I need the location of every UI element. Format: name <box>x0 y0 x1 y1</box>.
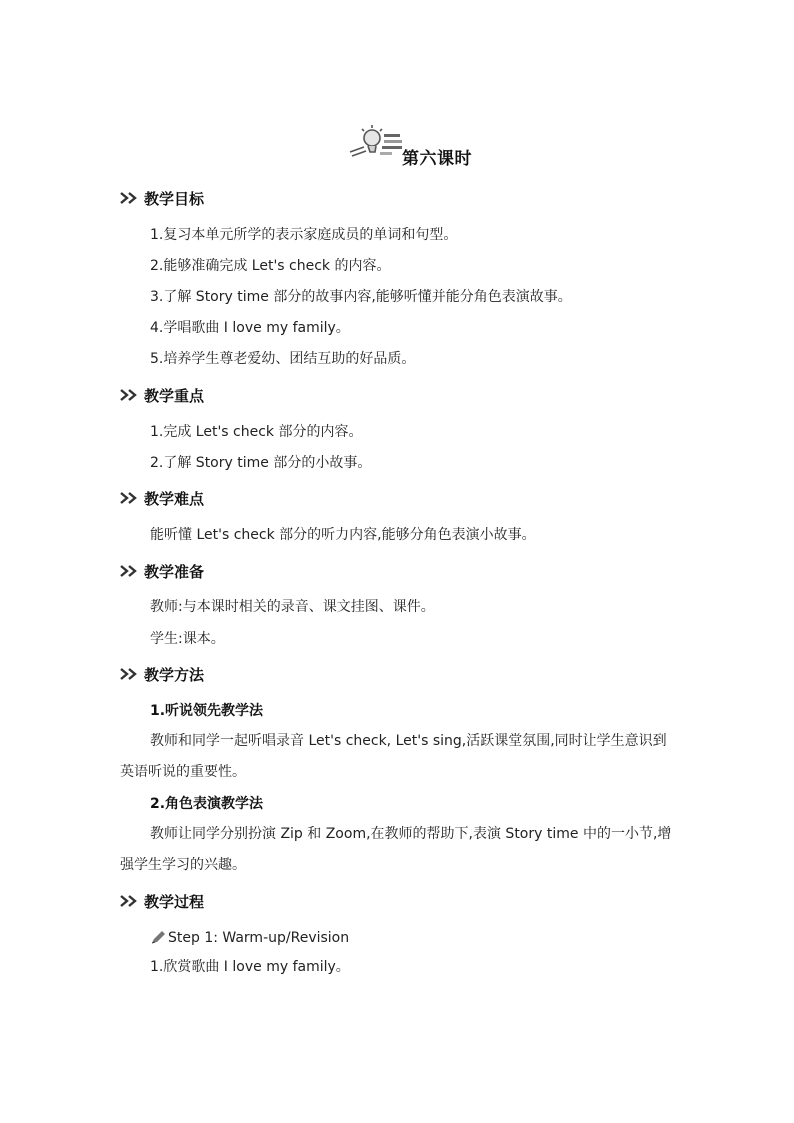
double-chevron-icon <box>120 191 140 205</box>
section-heading-preparation <box>120 560 204 582</box>
step-item: 1.欣赏歌曲 I love my family。 <box>150 959 350 975</box>
objective-item: 3.了解 Story time 部分的故事内容,能够听懂并能分角色表演故事。 <box>150 289 572 305</box>
double-chevron-icon <box>120 667 140 681</box>
section-title: 教学过程 <box>144 892 205 911</box>
section-heading-process <box>120 890 204 912</box>
double-chevron-icon <box>120 388 140 402</box>
objective-item: 1.复习本单元所学的表示家庭成员的单词和句型。 <box>150 227 458 243</box>
method-description: 教师和同学一起听唱录音 Let's check, Let's sing,活跃课堂氛围,同时让学生意识到英语听说的重要性。 <box>120 733 667 780</box>
objective-item: 2.能够准确完成 Let's check 的内容。 <box>150 258 391 274</box>
section-heading-difficulties <box>120 487 204 509</box>
section-title: 教学重点 <box>144 386 205 405</box>
section-title: 教学准备 <box>144 562 205 581</box>
method-description: 教师让同学分别扮演 Zip 和 Zoom,在教师的帮助下,表演 Story time 中的一小节,增强学生学习的兴趣。 <box>120 826 672 873</box>
method-title: 2.角色表演教学法 <box>150 796 264 812</box>
step-label: Step 1: Warm-up/Revision <box>168 930 350 946</box>
key-point-item: 2.了解 Story time 部分的小故事。 <box>150 455 372 471</box>
section-title: 教学难点 <box>144 489 205 508</box>
preparation-item: 学生:课本。 <box>150 631 225 647</box>
section-title: 教学方法 <box>144 665 205 684</box>
pen-icon <box>150 930 166 944</box>
preparation-item: 教师:与本课时相关的录音、课文挂图、课件。 <box>150 599 435 615</box>
objective-item: 4.学唱歌曲 I love my family。 <box>150 320 350 336</box>
section-heading-methods <box>120 663 204 685</box>
objective-item: 5.培养学生尊老爱幼、团结互助的好品质。 <box>150 351 416 367</box>
lesson-title: 第六课时 <box>402 149 472 169</box>
method-title: 1.听说领先教学法 <box>150 703 264 719</box>
key-point-item: 1.完成 Let's check 部分的内容。 <box>150 424 363 440</box>
double-chevron-icon <box>120 491 140 505</box>
section-title: 教学目标 <box>144 189 205 208</box>
section-heading-objectives <box>120 187 204 209</box>
double-chevron-icon <box>120 894 140 908</box>
lesson-title-block <box>348 122 548 172</box>
step-heading <box>150 928 349 948</box>
lightbulb-pencil-icon <box>348 122 404 166</box>
double-chevron-icon <box>120 564 140 578</box>
section-heading-key-points <box>120 384 204 406</box>
difficulty-item: 能听懂 Let's check 部分的听力内容,能够分角色表演小故事。 <box>150 527 536 543</box>
